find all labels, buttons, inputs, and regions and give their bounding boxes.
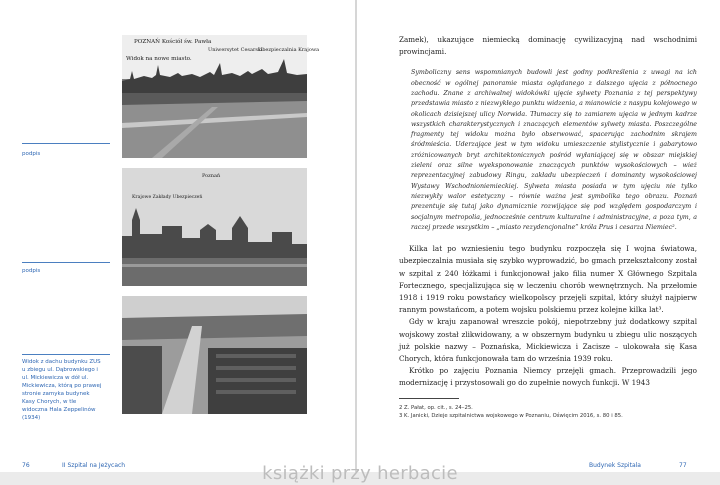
running-head-right: Budynek Szpitala — [589, 462, 641, 469]
caption-rule — [22, 143, 110, 144]
aerial-street-photo — [122, 296, 307, 414]
chapter-title-left: II Szpital na Jeżycach — [62, 462, 126, 469]
body-paragraph: Krótko po zajęciu Poznania Niemcy przejęli gmach. Przeprowadzili jego modernizację i przystosowali go do zupełnie nowych funkcji. W 1943 — [399, 366, 697, 388]
sidebar-caption-2: podpis — [22, 268, 41, 274]
watermark-text: książki przy herbacie — [262, 463, 458, 484]
postcard-2-caption: Poznań — [202, 173, 221, 179]
postcard-1-caption: Ubezpieczalnia Krajowa — [258, 47, 320, 53]
footnote-rule — [399, 398, 459, 399]
postcard-panorama-photo — [122, 35, 320, 158]
sidebar-caption-1: podpis — [22, 151, 41, 157]
caption-rule — [22, 354, 110, 355]
footnote: 3 K. Janicki, Dzieje szpitalnictwa wojskowego w Poznaniu, Oświęcim 2016, s. 80 i 85. — [399, 412, 623, 419]
footnote: 2 Z. Pałat, op. cit., s. 24–25. — [399, 404, 473, 411]
text-column — [399, 34, 697, 420]
caption-rule — [22, 262, 110, 263]
left-page — [0, 0, 355, 472]
sidebar-caption-3: Widok z dachu budynku ZUS u zbiegu ul. Dąbrowskiego i ul. Mickiewicza w dół ul. Mickiewicza, którą po prawej stronie zamyka budynek Kasy Chorych, w tle widoczna Hala Zeppelinów (1934) — [22, 359, 102, 421]
postcard-1-caption: Uniwersytet Cesarski — [208, 47, 263, 53]
postcard-1-caption: POZNAŃ Kościół św. Pawła — [134, 39, 212, 45]
page-number-right: 77 — [679, 462, 687, 469]
postcard-1-caption: Widok na nowe miasto. — [126, 56, 192, 62]
page-number-left: 76 — [22, 462, 30, 469]
body-paragraph: Kilka lat po wzniesieniu tego budynku rozpoczęła się I wojna światowa, ubezpieczalnia musiała się szybko wyprowadzić, bo gmach przekształcony został w szpital z 240 łóżkami i funkcjonował jako filia numer X Głównego Szpitala Fortecznego, specjalizująca się w leczeniu chorób wewnętrznych. Na przełomie 1918 i 1919 roku powstańcy wielkopolscy przejęli szpital, który służył najpierw rannym powstańcom, a potem wojsku polskiemu przez kolejne kilka lat³. — [399, 244, 697, 315]
postcard-building-photo — [122, 168, 307, 286]
block-quote: Symboliczny sens wspomnianych budowli jest godny podkreślenia z uwagi na ich obecność w ogólnej panoramie miasta oglądanego z dalszego ujęcia z północnego zachodu. Znane z archiwalnej widokówki ujęcie sylwety Poznania z tej perspektywy przedstawia miasto z niezwykłego punktu widzenia, a mianowicie z nasypu kolejowego w okolicach dzisiejszej ulicy Norwida. Tłumaczy się to zamiarem ujęcia w jednym kadrze wszystkich charakterystycznych i znaczących elementów sylwety miasta. Poszczególne fragmenty tej widoku można było obserwować, spacerując zachodnim skrajem śródmieścia. Uderzające jest w tym widoku umieszczenie stylistycznie i gabarytowo zróżnicowanych bryt architektonicznych pośród wyłaniającej się w obszar miejskiej zieleni oraz silne wyeksponowanie znaczących punktów wysokościowych – wież reprezentacyjnej zabudowy Ringu, zakładu ubezpieczeń i dominanty wysokościowej Wystawy Wschodnioniemieckiej. Sylweta miasta posiada w tym ujęciu nie tylko niezwykły walor estetyczny – równie ważna jest symbolika tego obrazu. Poznań prezentuje się tutaj jako dynamicznie rozwijające się pod względem gospodarczym i socjalnym metropolia, jednocześnie centrum kulturalne i administracyjne, a poza tym, a raczej przede wszystkim – „miasto rezydencjonalne” króla Prus i cesarza Niemiec². — [411, 69, 697, 231]
body-paragraph: Gdy w kraju zapanował wreszcie pokój, niepotrzebny już dodatkowy szpital wojskowy został zlikwidowany, a w obszernym budynku u zbiegu ulic noszących już polskie nazwy – Poznańska, Mickiewicza i Zacisze – ulokowała się Kasa Chorych, która funkcjonowała tam do września 1939 roku. — [399, 317, 697, 363]
postcard-2-caption: Krajowe Zakłady Ubezpieczeń — [132, 195, 203, 200]
right-page — [357, 0, 720, 472]
body-paragraph: Zamek), ukazujące niemiecką dominację cywilizacyjną nad wschodnimi prowincjami. — [399, 35, 697, 57]
